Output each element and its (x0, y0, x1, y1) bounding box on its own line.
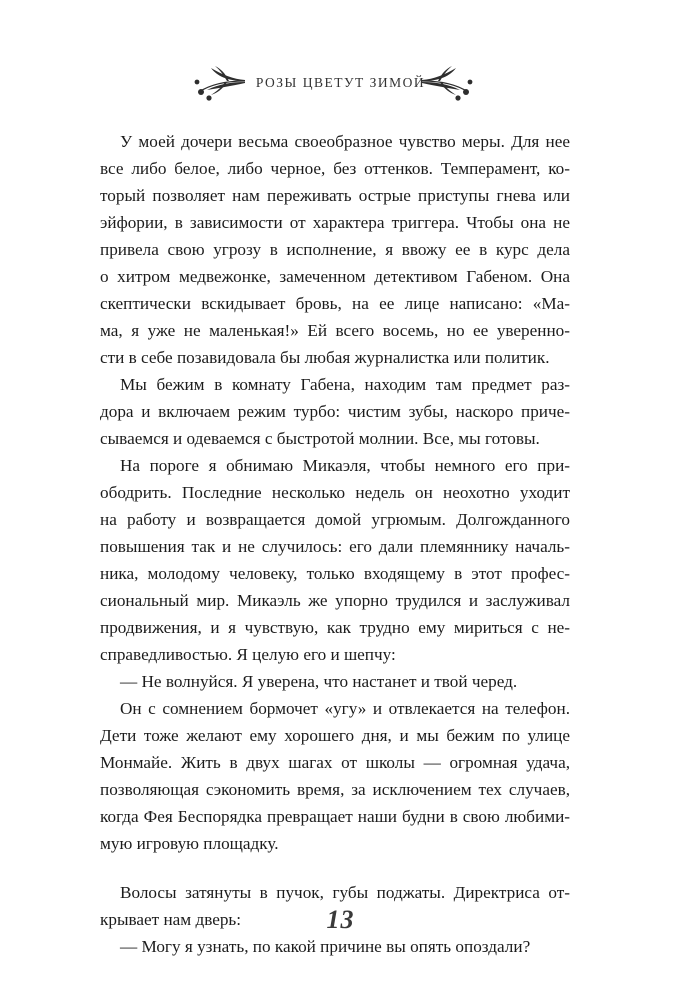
text-line: когда Фея Беспорядка превращает наши будни в свою любими- (100, 807, 570, 826)
text-line: ника, молодому человеку, только входящему в этот профес- (100, 564, 570, 583)
leaf-ornament-right-icon (418, 62, 480, 106)
book-title: РОЗЫ ЦВЕТУТ ЗИМОЙ (255, 75, 426, 90)
text-line: продвижения, и я чувствую, как трудно ему мириться с не- (100, 618, 570, 637)
text-line: Дети тоже желают ему хорошего дня, и мы бежим по улице (100, 726, 570, 745)
text-line: — Могу я узнать, по какой причине вы опять опоздали? (120, 937, 531, 956)
text-line: — Не волнуйся. Я уверена, что настанет и твой черед. (120, 672, 518, 691)
text-line: позволяющая сэкономить время, за исключением тех случаев, (100, 780, 570, 799)
text-line: повышения так и не случилось: его дали племяннику началь- (100, 537, 570, 556)
dialogue-paragraph (100, 933, 570, 960)
paragraph (100, 695, 570, 857)
text-line: мую игровую площадку. (100, 834, 279, 853)
text-line: сиональный мир. Микаэль же упорно трудился и заслуживал (100, 591, 570, 610)
text-line: ма, я уже не маленькая!» Ей всего восемь, но ее уверенно- (100, 321, 570, 340)
text-line: все либо белое, либо черное, без оттенков. Темперамент, ко- (100, 159, 570, 178)
text-line: Мы бежим в комнату Габена, находим там предмет раз- (120, 375, 570, 394)
text-line: дора и включаем режим турбо: чистим зубы, наскоро приче- (100, 402, 570, 421)
text-line: сти в себе позавидовала бы любая журналистка или политик. (100, 348, 550, 367)
text-line: справедливостью. Я целую его и шепчу: (100, 645, 396, 664)
running-header (0, 62, 681, 106)
text-line: о хитром медвежонке, замеченном детективом Габеном. Она (100, 267, 570, 286)
text-line: привела свою угрозу в исполнение, я ввожу ее в курс дела (100, 240, 570, 259)
dialogue-paragraph (100, 668, 570, 695)
page-number: 13 (326, 905, 355, 934)
text-line: На пороге я обнимаю Микаэля, чтобы немного его при- (120, 456, 570, 475)
paragraph (100, 128, 570, 371)
text-line: Волосы затянуты в пучок, губы поджаты. Директриса от- (120, 883, 570, 902)
text-line: У моей дочери весьма своеобразное чувство меры. Для нее (120, 132, 570, 151)
body-text (100, 128, 570, 960)
paragraph (100, 452, 570, 668)
section-break (100, 857, 570, 879)
text-line: торый позволяет нам переживать острые приступы гнева или (100, 186, 570, 205)
text-line: скептически вскидывает бровь, на ее лице написано: «Ма- (100, 294, 570, 313)
text-line: ободрить. Последние несколько недель он неохотно уходит (100, 483, 570, 502)
text-line: крывает нам дверь: (100, 910, 242, 929)
text-line: на работу и возвращается домой угрюмым. Долгожданного (100, 510, 570, 529)
text-line: сываемся и одеваемся с быстротой молнии. Все, мы готовы. (100, 429, 540, 448)
paragraph (100, 371, 570, 452)
text-line: Он с сомнением бормочет «угу» и отвлекается на телефон. (120, 699, 570, 718)
text-line: эйфории, в зависимости от характера триггера. Чтобы она не (100, 213, 570, 232)
text-line: Монмайе. Жить в двух шагах от школы — огромная удача, (100, 753, 570, 772)
